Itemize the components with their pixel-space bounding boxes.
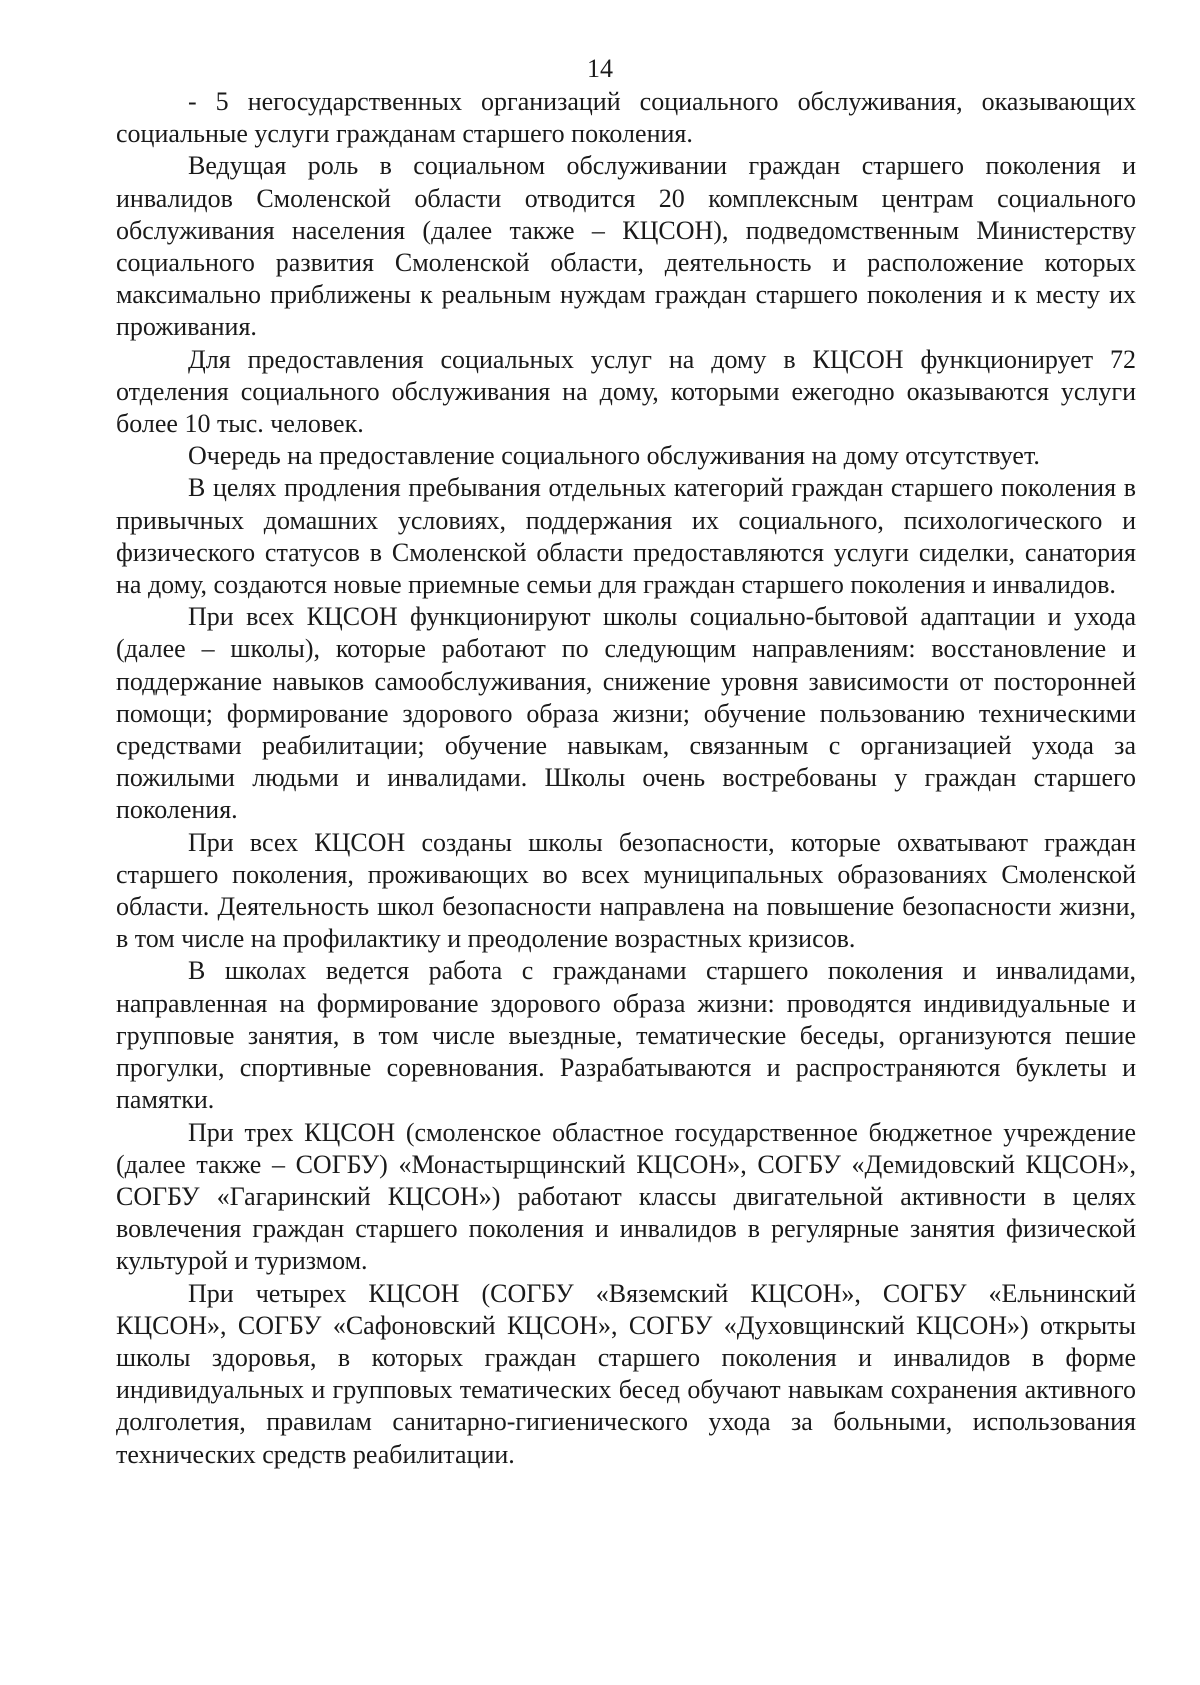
paragraph: Очередь на предоставление социального обслуживания на дому отсутствует.	[188, 441, 1040, 471]
page-number: 14	[587, 54, 613, 83]
paragraph: В школах ведется работа с гражданами старшего поколения и инвалидами, направленная на формирование здорового образа жизни: проводятся индивидуальные и групповые занятия, в том числе выездные, тематические беседы, организуются пешие прогулки, спортивные соревнования. Разрабатываются и распространяются буклеты и памятки.	[116, 956, 1136, 1115]
paragraph: При трех КЦСОН (смоленское областное государственное бюджетное учреждение (далее также – СОГБУ) «Монастырщинский КЦСОН», СОГБУ «Демидовский КЦСОН», СОГБУ «Гагаринский КЦСОН») работают классы двигательной активности в целях вовлечения граждан старшего поколения и инвалидов в регулярные занятия физической культурой и туризмом.	[116, 1117, 1136, 1276]
paragraph: При всех КЦСОН созданы школы безопасности, которые охватывают граждан старшего поколения, проживающих во всех муниципальных образованиях Смоленской области. Деятельность школ безопасности направлена на повышение безопасности жизни, в том числе на профилактику и преодоление возрастных кризисов.	[116, 827, 1136, 954]
paragraph: Для предоставления социальных услуг на дому в КЦСОН функционирует 72 отделения социального обслуживания на дому, которыми ежегодно оказываются услуги более 10 тыс. человек.	[116, 344, 1136, 439]
paragraph: - 5 негосударственных организаций социального обслуживания, оказывающих социальные услуги гражданам старшего поколения.	[116, 87, 1136, 149]
paragraph: При всех КЦСОН функционируют школы социально-бытовой адаптации и ухода (далее – школы), которые работают по следующим направлениям: восстановление и поддержание навыков самообслуживания, снижение уровня зависимости от посторонней помощи; формирование здорового образа жизни; обучение пользованию техническими средствами реабилитации; обучение навыкам, связанным с организацией ухода за пожилыми людьми и инвалидами. Школы очень востребованы у граждан старшего поколения.	[116, 602, 1136, 825]
paragraph: При четырех КЦСОН (СОГБУ «Вяземский КЦСОН», СОГБУ «Ельнинский КЦСОН», СОГБУ «Сафоновский КЦСОН», СОГБУ «Духовщинский КЦСОН») открыты школы здоровья, в которых граждан старшего поколения и инвалидов в форме индивидуальных и групповых тематических бесед обучают навыкам сохранения активного долголетия, правилам санитарно-гигиенического ухода за больными, использования технических средств реабилитации.	[116, 1278, 1136, 1469]
paragraph: Ведущая роль в социальном обслуживании граждан старшего поколения и инвалидов Смоленской области отводится 20 комплексным центрам социального обслуживания населения (далее также – КЦСОН), подведомственным Министерству социального развития Смоленской области, деятельность и расположение которых максимально приближены к реальным нуждам граждан старшего поколения и к месту их проживания.	[116, 151, 1136, 342]
paragraph: В целях продления пребывания отдельных категорий граждан старшего поколения в привычных домашних условиях, поддержания их социального, психологического и физического статусов в Смоленской области предоставляются услуги сиделки, санатория на дому, создаются новые приемные семьи для граждан старшего поколения и инвалидов.	[116, 473, 1136, 600]
document-body	[116, 86, 1136, 1471]
